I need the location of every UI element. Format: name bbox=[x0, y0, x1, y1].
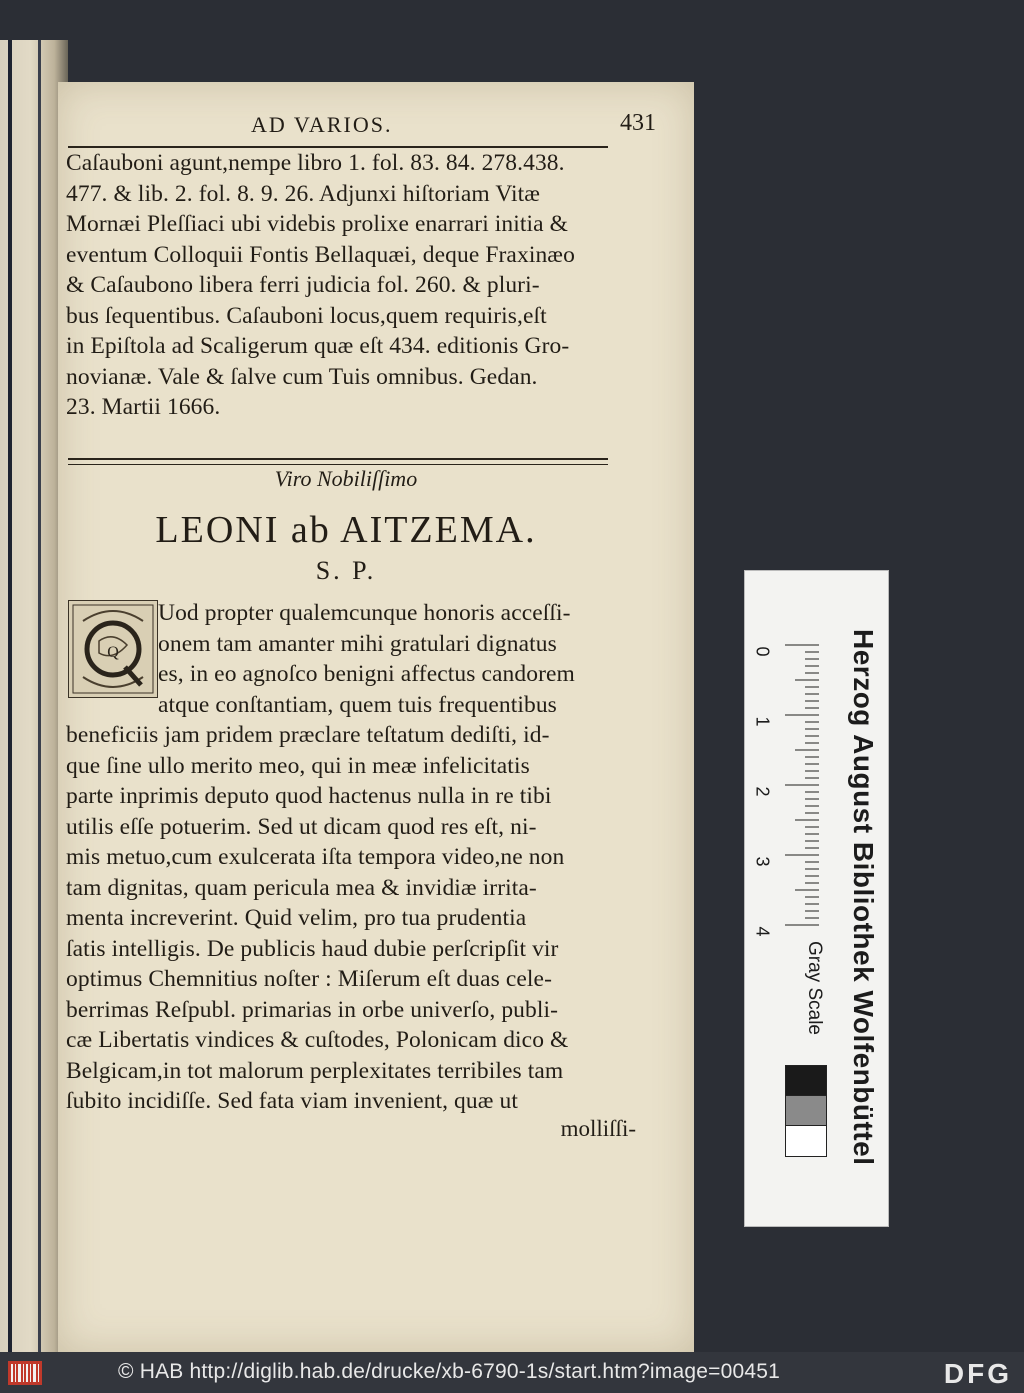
text-line: atque conſtantiam, quem tuis frequentibus bbox=[158, 691, 557, 718]
text-line: parte inprimis deputo quod hactenus nulla in re tibi bbox=[66, 783, 552, 809]
initial-letter: Q bbox=[107, 644, 119, 661]
scale-number: 3 bbox=[752, 856, 773, 867]
text-line: Belgicam,in tot malorum perplexitates terribiles tam bbox=[66, 1057, 564, 1084]
text-line: Mornæi Pleſſiaci ubi videbis prolixe enarrari initia & bbox=[66, 211, 569, 237]
text-line: 23. Martii 1666. bbox=[66, 394, 221, 420]
text-line: onem tam amanter mihi gratulari dignatus bbox=[158, 630, 557, 657]
scale-number: 1 bbox=[752, 716, 773, 727]
gray-swatch-mid bbox=[785, 1095, 827, 1127]
text-line: eventum Colloquii Fontis Bellaquæi, deque Fraxinæo bbox=[66, 241, 575, 268]
text-line: ſubito incidiſſe. Sed fata viam invenient, quæ ut bbox=[66, 1088, 518, 1114]
continuation-text bbox=[66, 148, 626, 423]
text-line: 477. & lib. 2. fol. 8. 9. 26. Adjunxi hiſtoriam Vitæ bbox=[66, 180, 541, 207]
text-line: Uod propter qualemcunque honoris acceſſi- bbox=[158, 600, 571, 626]
text-line: menta increverint. Quid velim, pro tua prudentia bbox=[66, 905, 527, 931]
footer-copyright-url[interactable]: © HAB http://diglib.hab.de/drucke/xb-6790-1s/start.htm?image=00451 bbox=[118, 1360, 780, 1383]
grayscale-label: Gray Scale bbox=[804, 941, 825, 1035]
book-page bbox=[58, 82, 694, 1352]
letter-greeting: S. P. bbox=[315, 556, 377, 585]
text-line: cæ Libertatis vindices & cuſtodes, Polonicam dico & bbox=[66, 1027, 569, 1053]
letter-addressee: LEONI ab AITZEMA. bbox=[155, 509, 537, 551]
text-line: in Epiſtola ad Scaligerum quæ eſt 434. editionis Gro- bbox=[66, 333, 570, 359]
running-title: AD VARIOS. bbox=[251, 112, 393, 137]
text-line: optimus Chemnitius noſter : Miſerum eſt duas cele- bbox=[66, 966, 553, 992]
footer-bar bbox=[0, 1352, 1024, 1393]
binding-string bbox=[8, 40, 12, 1352]
letter-body bbox=[66, 598, 626, 1117]
ruler-ticks bbox=[779, 641, 819, 931]
page-text-block bbox=[66, 104, 656, 1141]
catchword: molliſſi- bbox=[560, 1116, 636, 1141]
scale-number: 2 bbox=[752, 786, 773, 797]
text-line: beneficiis jam pridem præclare teſtatum dediſti, id- bbox=[66, 722, 550, 748]
gray-swatch-white bbox=[785, 1125, 827, 1157]
scale-number: 4 bbox=[752, 926, 773, 937]
text-line: ſatis intelligis. De publicis haud dubie perſcripſit vir bbox=[66, 935, 559, 962]
letter-salutation: Viro Nobiliſſimo bbox=[274, 466, 418, 491]
text-line: mis metuo,cum exulcerata iſta tempora video,ne non bbox=[66, 844, 565, 870]
color-scale-card bbox=[744, 570, 889, 1227]
binding-string bbox=[38, 40, 41, 1352]
text-line: novianæ. Vale & ſalve cum Tuis omnibus. Gedan. bbox=[66, 363, 538, 390]
scale-number: 0 bbox=[752, 646, 773, 657]
text-line: berrimas Reſpubl. primarias in orbe univerſo, publi- bbox=[66, 996, 559, 1023]
text-line: & Caſaubono libera ferri judicia fol. 260. & pluri- bbox=[66, 272, 540, 298]
gray-swatch-black bbox=[785, 1065, 827, 1097]
text-line: utilis eſſe potuerim. Sed ut dicam quod res eſt, ni- bbox=[66, 813, 537, 840]
running-head bbox=[66, 104, 656, 137]
text-line: tam dignitas, quam pericula mea & invidiæ irrita- bbox=[66, 874, 537, 901]
text-line: que ſine ullo merito meo, qui in meæ infelicitatis bbox=[66, 752, 530, 779]
barcode-icon bbox=[8, 1361, 42, 1385]
text-line: es, in eo agnoſco benigni affectus candorem bbox=[158, 661, 575, 687]
text-line: bus ſequentibus. Caſauboni locus,quem requiris,eſt bbox=[66, 302, 547, 329]
page-number: 431 bbox=[620, 110, 656, 136]
library-name: Herzog August Bibliothek Wolfenbüttel bbox=[848, 629, 879, 1166]
dfg-logo: DFG bbox=[943, 1358, 1012, 1389]
section-rule bbox=[68, 458, 608, 465]
text-line: Caſauboni agunt,nempe libro 1. fol. 83. 84. 278.438. bbox=[66, 150, 565, 176]
